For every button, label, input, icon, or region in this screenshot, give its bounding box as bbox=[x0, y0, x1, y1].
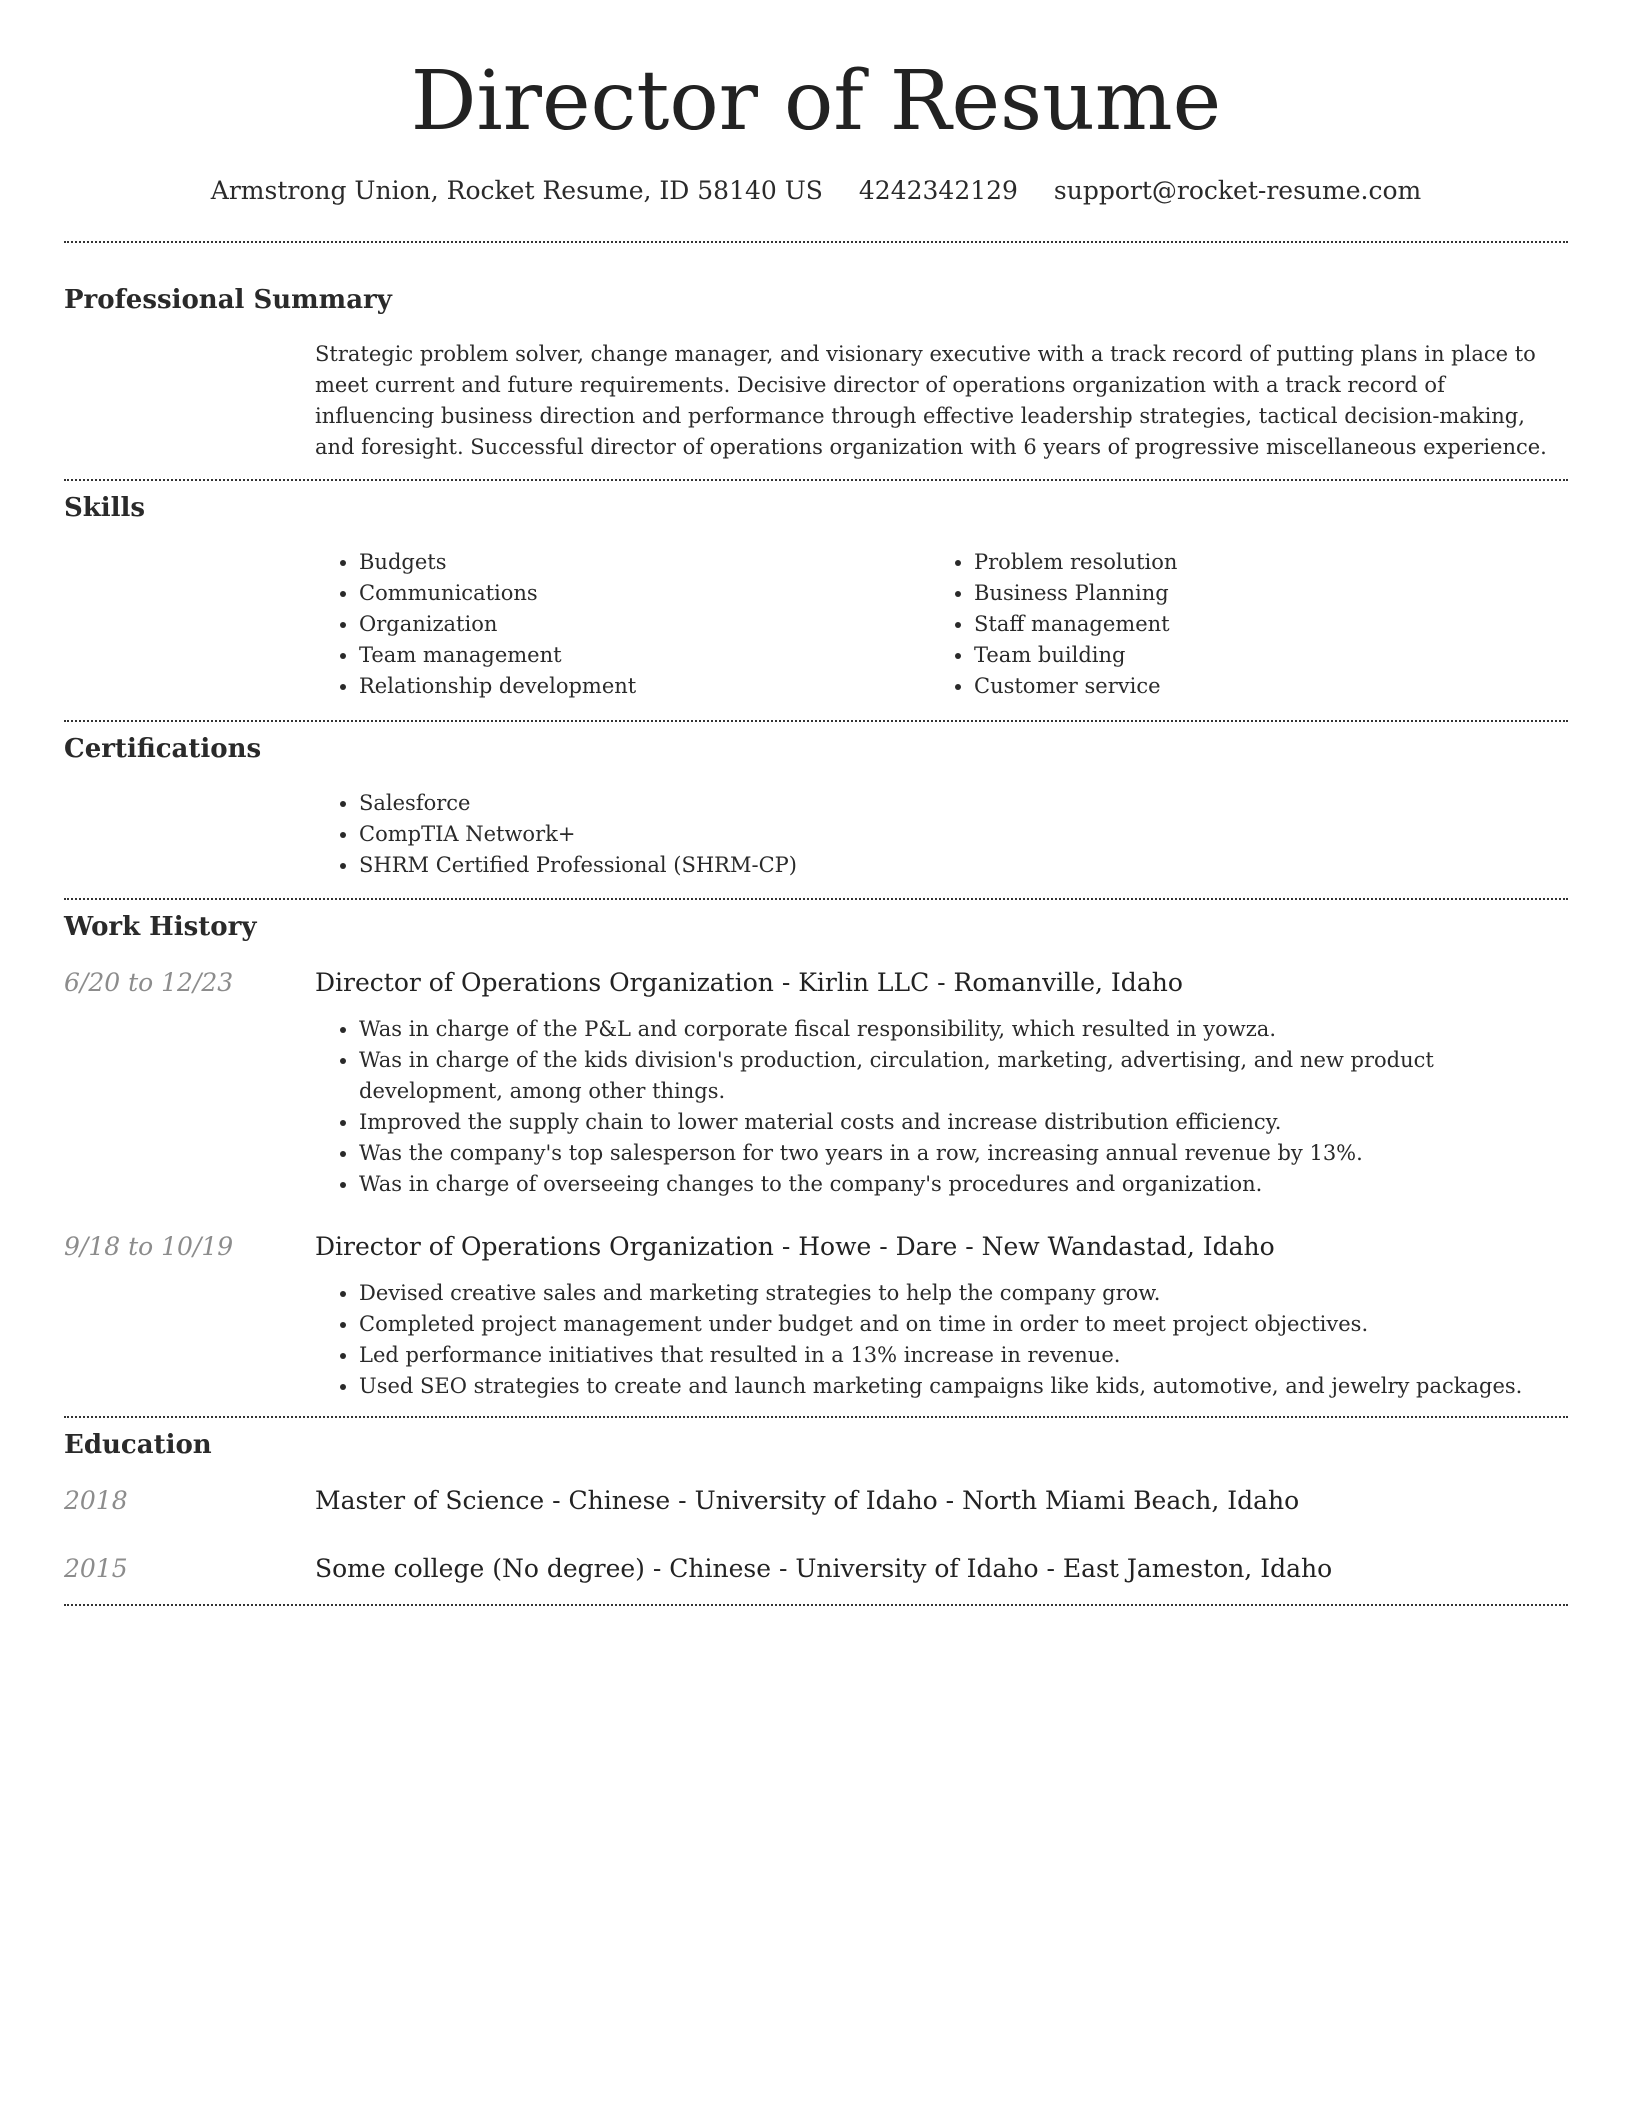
education-heading: Master of Science - Chinese - University of Idaho - North Miami Beach, Idaho bbox=[315, 1486, 1300, 1515]
summary-title: Professional Summary bbox=[64, 285, 392, 315]
job-heading: Director of Operations Organization - Howe - Dare - New Wandastad, Idaho bbox=[315, 1232, 1275, 1261]
list-item: • CompTIA Network+ bbox=[359, 819, 1568, 850]
certifications-list bbox=[315, 788, 1568, 881]
list-item: • Business Planning bbox=[974, 578, 1545, 609]
skills-left-list bbox=[315, 547, 930, 702]
list-item: • Communications bbox=[359, 578, 930, 609]
contact-line bbox=[64, 174, 1568, 208]
work-section bbox=[64, 900, 1568, 1402]
list-item: • Improved the supply chain to lower material costs and increase distribution efficiency. bbox=[359, 1107, 1568, 1138]
education-year: 2018 bbox=[64, 1486, 128, 1515]
list-item: • Salesforce bbox=[359, 788, 1568, 819]
education-entry bbox=[64, 1484, 1568, 1518]
list-item: • Used SEO strategies to create and launch marketing campaigns like kids, automotive, and jewelry packages. bbox=[359, 1371, 1568, 1402]
education-entry bbox=[64, 1552, 1568, 1586]
job-dates: 9/18 to 10/19 bbox=[64, 1232, 234, 1261]
list-item: • Was in charge of overseeing changes to the company's procedures and organization. bbox=[359, 1169, 1568, 1200]
skills-title: Skills bbox=[64, 493, 146, 523]
resume-name: Director of Resume bbox=[410, 54, 1222, 149]
work-title: Work History bbox=[64, 912, 257, 942]
list-item: • Led performance initiatives that resulted in a 13% increase in revenue. bbox=[359, 1340, 1568, 1371]
education-heading: Some college (No degree) - Chinese - University of Idaho - East Jameston, Idaho bbox=[315, 1554, 1333, 1583]
list-item: • Completed project management under budget and on time in order to meet project objectives. bbox=[359, 1309, 1568, 1340]
summary-text: Strategic problem solver, change manager, and visionary executive with a track record of putting plans in place to meet current and future requirements. Decisive director of operations organization with a track record of influencing business direction and performance through effective leadership strategies, tactical decision-making, and foresight. Successful director of operations organization with 6 years of progressive miscellaneous experience. bbox=[315, 342, 1547, 459]
education-title: Education bbox=[64, 1430, 212, 1460]
list-item: • Team building bbox=[974, 640, 1545, 671]
job-entry bbox=[64, 1230, 1568, 1402]
certifications-title: Certifications bbox=[64, 734, 262, 764]
summary-section bbox=[64, 243, 1568, 463]
list-item: • Was the company's top salesperson for two years in a row, increasing annual revenue by 13%. bbox=[359, 1138, 1568, 1169]
certifications-section bbox=[64, 722, 1568, 881]
skills-list bbox=[315, 547, 1568, 702]
job-bullets bbox=[315, 1278, 1568, 1402]
education-year: 2015 bbox=[64, 1554, 128, 1583]
list-item: • Devised creative sales and marketing strategies to help the company grow. bbox=[359, 1278, 1568, 1309]
job-entry bbox=[64, 966, 1568, 1200]
job-dates: 6/20 to 12/23 bbox=[64, 968, 234, 997]
contact-phone: 4242342129 bbox=[858, 176, 1018, 205]
list-item: • Team management bbox=[359, 640, 930, 671]
job-bullets bbox=[315, 1014, 1568, 1200]
job-heading: Director of Operations Organization - Kirlin LLC - Romanville, Idaho bbox=[315, 968, 1183, 997]
list-item: • Staff management bbox=[974, 609, 1545, 640]
list-item: • Relationship development bbox=[359, 671, 930, 702]
contact-email: support@rocket-resume.com bbox=[1053, 176, 1422, 205]
skills-section bbox=[64, 481, 1568, 702]
list-item: • Was in charge of the P&L and corporate fiscal responsibility, which resulted in yowza. bbox=[359, 1014, 1568, 1045]
skills-right-list bbox=[930, 547, 1545, 702]
list-item: • Problem resolution bbox=[974, 547, 1545, 578]
list-item: • Customer service bbox=[974, 671, 1545, 702]
list-item: • Was in charge of the kids division's production, circulation, marketing, advertising, and new product development, among other things. bbox=[359, 1045, 1568, 1107]
list-item: • Organization bbox=[359, 609, 930, 640]
list-item: • SHRM Certified Professional (SHRM-CP) bbox=[359, 850, 1568, 881]
education-section bbox=[64, 1418, 1568, 1586]
contact-address: Armstrong Union, Rocket Resume, ID 58140 US bbox=[210, 176, 823, 205]
divider bbox=[64, 1604, 1568, 1606]
list-item: • Budgets bbox=[359, 547, 930, 578]
